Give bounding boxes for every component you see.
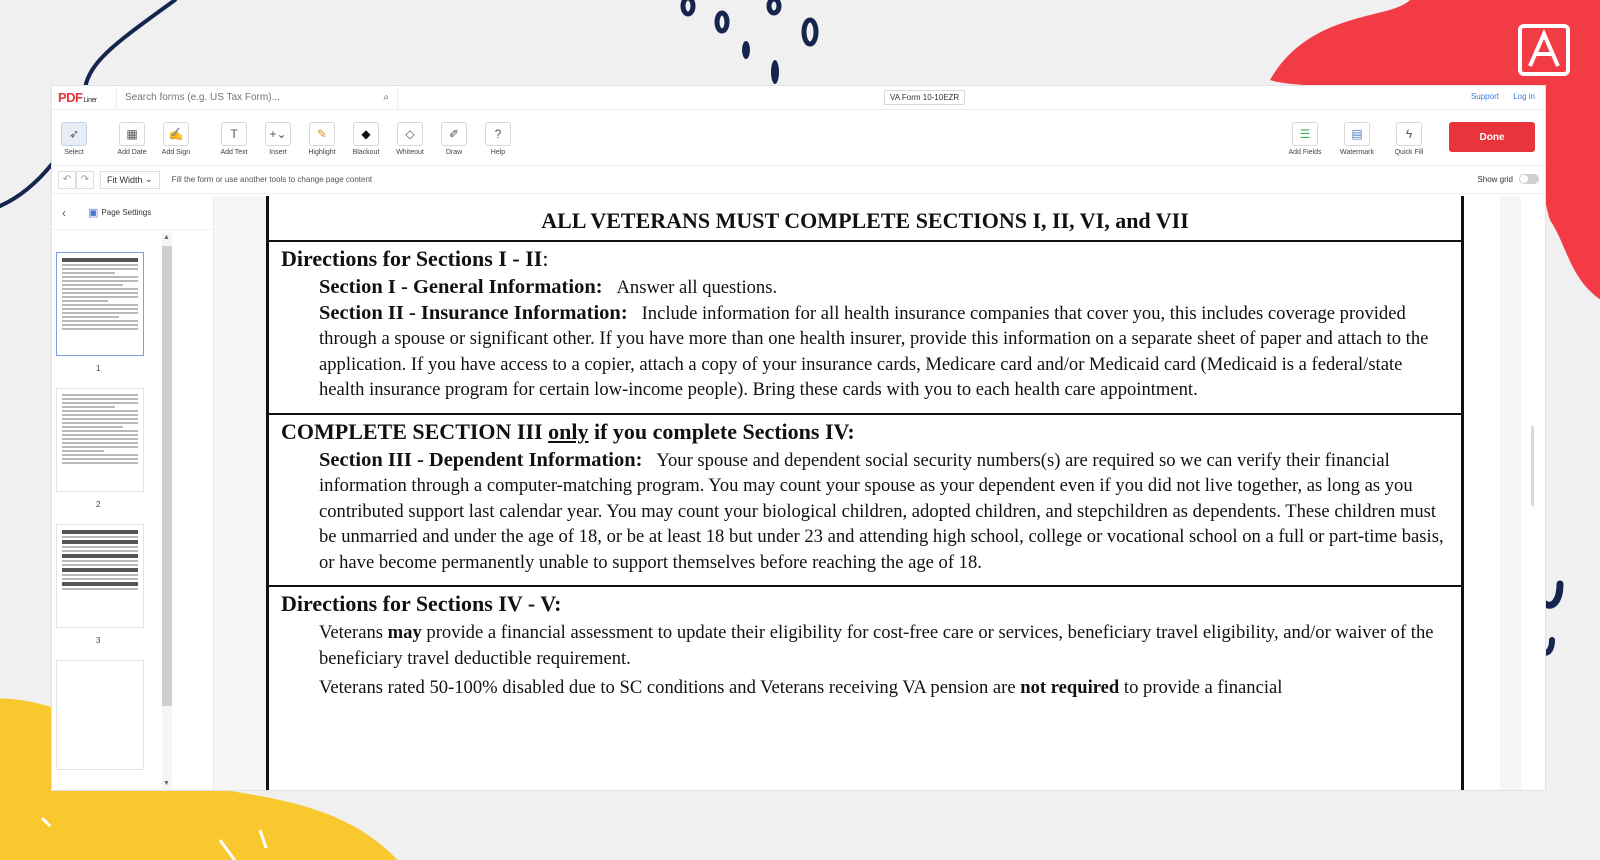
sidebar-header [52, 196, 213, 230]
search-box [116, 87, 398, 109]
undo-icon[interactable]: ↶ [58, 171, 76, 189]
page-thumbnail[interactable] [56, 660, 144, 770]
calendar-icon: ▦ [119, 122, 145, 146]
page-thumbnail[interactable] [56, 252, 144, 356]
section-heading: Directions for Sections IV - V: [281, 591, 562, 616]
brand-logo[interactable]: PDFLiner [58, 90, 97, 105]
highlighter-icon: ✎ [309, 122, 335, 146]
scroll-up-icon[interactable]: ▲ [163, 234, 170, 241]
add-fields-tool[interactable]: ☰ Add Fields [1279, 122, 1331, 156]
page-number: 2 [96, 500, 101, 509]
support-link[interactable]: Support [1470, 92, 1499, 101]
quick-fill-tool[interactable]: ϟ Quick Fill [1383, 122, 1435, 156]
select-tool[interactable]: ➶ Select [52, 122, 96, 156]
document-title: VA Form 10-10EZR [884, 90, 965, 105]
top-bar [52, 86, 1545, 110]
login-link[interactable]: Log in [1513, 92, 1535, 101]
chevron-down-icon: ⌄ [145, 174, 153, 184]
sidebar-scroll-thumb[interactable] [162, 246, 172, 706]
done-button[interactable]: Done [1449, 122, 1535, 152]
help-icon: ? [485, 122, 511, 146]
pages-sidebar [52, 196, 214, 790]
add-text-tool[interactable]: T Add Text [212, 122, 256, 156]
whiteout-tool[interactable]: ◇ Whiteout [388, 122, 432, 156]
whiteout-icon: ◇ [397, 122, 423, 146]
document-scrollbar[interactable] [1521, 196, 1545, 790]
section-heading: Directions for Sections I - II: [281, 246, 549, 271]
section-body: Veterans may provide a financial assessment to update their eligibility for cost-free care or services, beneficiary travel eligibility, and/or waiver of the beneficiary travel deductible requirement. Veterans rated 50-100% disabled due to SC conditions and Veterans receiving VA pension are not required to provide a financial [319, 622, 1434, 698]
redo-icon[interactable]: ↷ [76, 171, 94, 189]
add-sign-tool[interactable]: ✍ Add Sign [154, 122, 198, 156]
show-grid-control: Show grid [1477, 174, 1539, 184]
show-grid-toggle[interactable] [1519, 174, 1539, 184]
help-tool[interactable]: ? Help [476, 122, 520, 156]
add-date-tool[interactable]: ▦ Add Date [110, 122, 154, 156]
zoom-select[interactable]: Fit Width ⌄ [100, 171, 160, 189]
hint-text: Fill the form or use another tools to change page content [171, 175, 373, 184]
watermark-icon: ▤ [1344, 122, 1370, 146]
page-thumbnail[interactable] [56, 524, 144, 628]
pdfliner-logo-icon [1516, 22, 1572, 78]
fields-icon: ☰ [1292, 122, 1318, 146]
section-body: Section III - Dependent Information: Your spouse and dependent social security numbers(s) are required so we can verify their financial information through a computer-matching program. You may count your spouse as your dependent even if you did not live together, as long as you contributed support last calendar year. You may count your biological children, adopted children, and stepchildren as dependents. These children must be unmarried and under the age of 18, or be at least 18 but under 23 and attending high school, college or vocational school on a full or part-time basis, or have become permanently unable to support themselves before reaching the age of 18. [319, 448, 1444, 573]
insert-tool[interactable]: +⌄ Insert [256, 122, 300, 156]
editor-window [52, 86, 1545, 790]
scroll-down-icon[interactable]: ▼ [163, 780, 170, 787]
search-input[interactable] [125, 92, 383, 103]
document-page[interactable] [266, 196, 1500, 790]
toolbar [52, 110, 1545, 166]
pen-icon: ✐ [441, 122, 467, 146]
section-heading: COMPLETE SECTION III only if you complete Sections IV: [281, 418, 855, 444]
watermark-tool[interactable]: ▤ Watermark [1331, 122, 1383, 156]
decorative-drops [680, 0, 840, 90]
right-tools [1279, 122, 1435, 156]
page-thumbnail[interactable] [56, 388, 144, 492]
signature-icon: ✍ [163, 122, 189, 146]
sections-i-ii [269, 242, 1461, 415]
sections-iv-v [269, 587, 1461, 711]
top-links [1459, 92, 1535, 101]
chevron-left-icon[interactable]: ‹ [62, 205, 66, 220]
section-body: Section I - General Information: Answer all questions. Section II - Insurance Information: Include information for all health insurance companies that cover you, this includes coverage provided through a spouse or significant other. If you have more than one health insurer, provide this information on a separate sheet of paper and attach to the application. If you have access to a copier, attach a copy of your insurance cards, Medicare card and/or Medicaid card (Medicaid is a federal/state health insurance program for certain low-income people). Bring these cards with you to each health care appointment. [319, 276, 1429, 400]
cursor-icon: ➶ [61, 122, 87, 146]
banner-section [269, 196, 1461, 242]
document-scroll-thumb[interactable] [1531, 426, 1534, 506]
page-settings-icon: ▣ [88, 207, 99, 219]
draw-tool[interactable]: ✐ Draw [432, 122, 476, 156]
page-number: 3 [96, 636, 101, 645]
page-number: 1 [96, 364, 101, 373]
sub-toolbar [52, 166, 1545, 194]
banner-heading: ALL VETERANS MUST COMPLETE SECTIONS I, II, VI, and VII [541, 208, 1189, 233]
section-iii [269, 415, 1461, 588]
blackout-tool[interactable]: ◆ Blackout [344, 122, 388, 156]
blackout-icon: ◆ [353, 122, 379, 146]
form-frame [266, 196, 1464, 790]
page-settings-button[interactable]: ▣ Page Settings [88, 207, 152, 219]
text-icon: T [221, 122, 247, 146]
document-viewer [214, 196, 1545, 790]
lightning-icon: ϟ [1396, 122, 1422, 146]
plus-icon: +⌄ [265, 122, 291, 146]
highlight-tool[interactable]: ✎ Highlight [300, 122, 344, 156]
thumbnail-list [52, 232, 170, 790]
search-icon[interactable]: ⌕ [383, 92, 389, 103]
